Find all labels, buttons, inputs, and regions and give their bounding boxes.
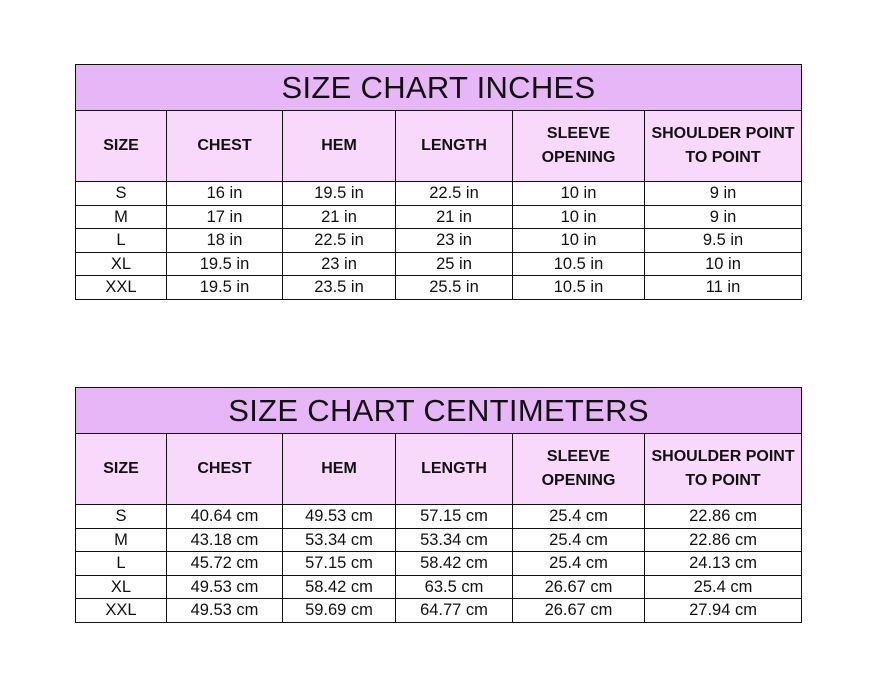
table-cell: 25 in <box>396 252 513 276</box>
size-chart-centimeters-table <box>75 387 802 623</box>
table-cell: 22.5 in <box>283 229 396 253</box>
table-cell: S <box>76 182 167 206</box>
table-row <box>76 229 802 253</box>
table-cell: 49.53 cm <box>167 599 283 623</box>
column-header-sleeve-opening <box>513 111 645 182</box>
table-cell: 10.5 in <box>513 276 645 300</box>
table-row <box>76 599 802 623</box>
table-cell: 22.5 in <box>396 182 513 206</box>
table-cell: 25.4 cm <box>513 528 645 552</box>
column-header-size <box>76 111 167 182</box>
table-cell: 25.4 cm <box>513 552 645 576</box>
table-cell: 53.34 cm <box>283 528 396 552</box>
table-cell: 9 in <box>645 182 802 206</box>
table-cell: XL <box>76 252 167 276</box>
table-cell: 26.67 cm <box>513 575 645 599</box>
table-row <box>76 252 802 276</box>
table-cell: 25.4 cm <box>513 505 645 529</box>
table-cell: 26.67 cm <box>513 599 645 623</box>
header-label: CHEST <box>197 460 252 477</box>
table-cell: 9.5 in <box>645 229 802 253</box>
header-label: SIZE <box>103 137 139 154</box>
table-cell: 59.69 cm <box>283 599 396 623</box>
table-row <box>76 552 802 576</box>
table-cell: 10 in <box>513 182 645 206</box>
size-chart-inches-table <box>75 64 802 300</box>
table-cell: M <box>76 528 167 552</box>
table-cell: XXL <box>76 276 167 300</box>
table-cell: 40.64 cm <box>167 505 283 529</box>
header-label: HEM <box>321 460 357 477</box>
table-row <box>76 205 802 229</box>
header-label: SHOULDER POINT TO POINT <box>651 125 795 166</box>
table-cell: 58.42 cm <box>396 552 513 576</box>
table-cell: L <box>76 552 167 576</box>
header-label: SIZE <box>103 460 139 477</box>
table-cell: 21 in <box>283 205 396 229</box>
table-cell: L <box>76 229 167 253</box>
table-cell: XL <box>76 575 167 599</box>
table-cell: 19.5 in <box>283 182 396 206</box>
header-label: HEM <box>321 137 357 154</box>
table-cell: 16 in <box>167 182 283 206</box>
column-header-row <box>76 111 802 182</box>
table-cell: 43.18 cm <box>167 528 283 552</box>
column-header-shoulder <box>645 434 802 505</box>
table-row <box>76 505 802 529</box>
table-cell: 49.53 cm <box>283 505 396 529</box>
header-label: SHOULDER POINT TO POINT <box>651 448 795 489</box>
table-cell: 22.86 cm <box>645 528 802 552</box>
table-cell: 23.5 in <box>283 276 396 300</box>
table-cell: 18 in <box>167 229 283 253</box>
column-header-hem <box>283 111 396 182</box>
header-label: SLEEVE OPENING <box>541 448 616 489</box>
header-label: LENGTH <box>421 137 487 154</box>
table-cell: M <box>76 205 167 229</box>
chart-title: SIZE CHART CENTIMETERS <box>76 388 802 434</box>
table-cell: 10 in <box>513 229 645 253</box>
table-cell: XXL <box>76 599 167 623</box>
table-cell: 10.5 in <box>513 252 645 276</box>
column-header-chest <box>167 111 283 182</box>
header-label: SLEEVE OPENING <box>541 125 616 166</box>
column-header-sleeve-opening <box>513 434 645 505</box>
column-header-length <box>396 111 513 182</box>
table-cell: 25.4 cm <box>645 575 802 599</box>
table-cell: 23 in <box>396 229 513 253</box>
table-cell: 57.15 cm <box>283 552 396 576</box>
header-label: LENGTH <box>421 460 487 477</box>
table-cell: 23 in <box>283 252 396 276</box>
table-cell: 57.15 cm <box>396 505 513 529</box>
chart-title-row <box>76 65 802 111</box>
chart-title-row <box>76 388 802 434</box>
column-header-shoulder <box>645 111 802 182</box>
table-cell: 22.86 cm <box>645 505 802 529</box>
column-header-length <box>396 434 513 505</box>
table-cell: 24.13 cm <box>645 552 802 576</box>
header-label: CHEST <box>197 137 252 154</box>
table-cell: 58.42 cm <box>283 575 396 599</box>
table-cell: 49.53 cm <box>167 575 283 599</box>
column-header-chest <box>167 434 283 505</box>
table-cell: 19.5 in <box>167 252 283 276</box>
table-cell: 27.94 cm <box>645 599 802 623</box>
table-cell: 17 in <box>167 205 283 229</box>
table-cell: 53.34 cm <box>396 528 513 552</box>
table-cell: 11 in <box>645 276 802 300</box>
table-cell: 21 in <box>396 205 513 229</box>
table-row <box>76 528 802 552</box>
column-header-size <box>76 434 167 505</box>
chart-title: SIZE CHART INCHES <box>76 65 802 111</box>
table-cell: 10 in <box>513 205 645 229</box>
table-cell: 45.72 cm <box>167 552 283 576</box>
table-cell: 25.5 in <box>396 276 513 300</box>
table-cell: S <box>76 505 167 529</box>
table-cell: 64.77 cm <box>396 599 513 623</box>
column-header-row <box>76 434 802 505</box>
table-cell: 9 in <box>645 205 802 229</box>
table-cell: 63.5 cm <box>396 575 513 599</box>
table-cell: 19.5 in <box>167 276 283 300</box>
column-header-hem <box>283 434 396 505</box>
table-row <box>76 182 802 206</box>
table-row <box>76 276 802 300</box>
table-row <box>76 575 802 599</box>
table-cell: 10 in <box>645 252 802 276</box>
